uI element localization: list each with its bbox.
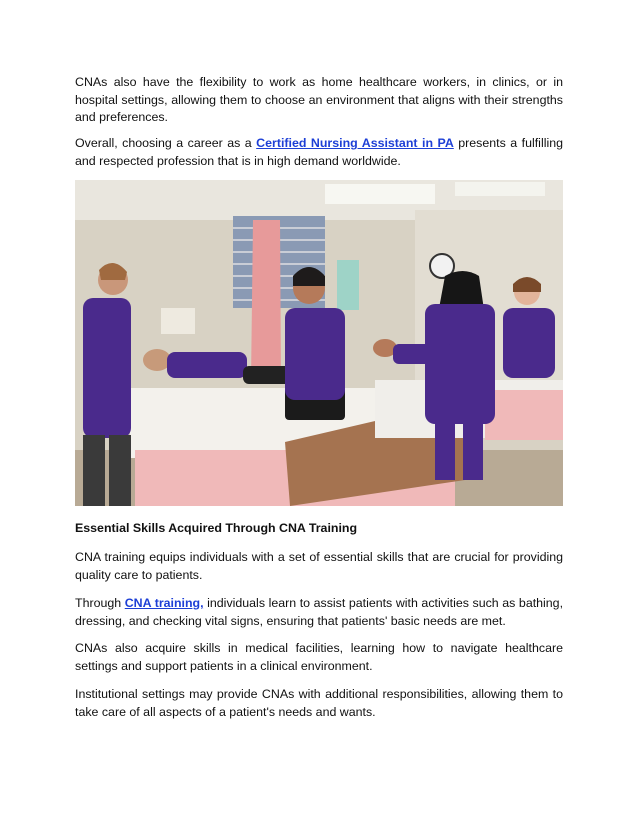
cna-training-link[interactable]: CNA training,	[124, 596, 204, 610]
paragraph-overall-text-start: Overall, choosing a career as a	[75, 136, 257, 150]
paragraph-institutional: Institutional settings may provide CNAs with additional responsibilities, allowing them to take care of all aspects of a patient's needs and wants.	[75, 687, 563, 719]
paragraph-through-training	[75, 595, 563, 630]
section-heading: Essential Skills Acquired Through CNA Training	[75, 521, 358, 535]
paragraph-medical-facilities: CNAs also acquire skills in medical facilities, learning how to navigate healthcare settings and support patients in a clinical environment.	[75, 641, 563, 673]
paragraph-essential-skills: CNA training equips individuals with a set of essential skills that are crucial for providing quality care to patients.	[75, 550, 563, 582]
paragraph-through-text-start: Through	[75, 596, 125, 610]
paragraph-overall-text-end: presents a fulfilling and respected profession that is in high demand worldwide.	[75, 136, 563, 168]
cna-training-photo	[75, 180, 563, 506]
paragraph-overall	[75, 135, 563, 170]
photo-icon	[75, 180, 563, 506]
certified-nursing-assistant-link[interactable]: Certified Nursing Assistant in PA	[256, 136, 454, 150]
paragraph-through-text-end: individuals learn to assist patients with activities such as bathing, dressing, and checking vital signs, ensuring that patients' basic needs are met.	[75, 596, 564, 628]
paragraph-flexibility: CNAs also have the flexibility to work as home healthcare workers, in clinics, or in hospital settings, allowing them to choose an environment that aligns with their strengths and preferences.	[75, 75, 563, 124]
